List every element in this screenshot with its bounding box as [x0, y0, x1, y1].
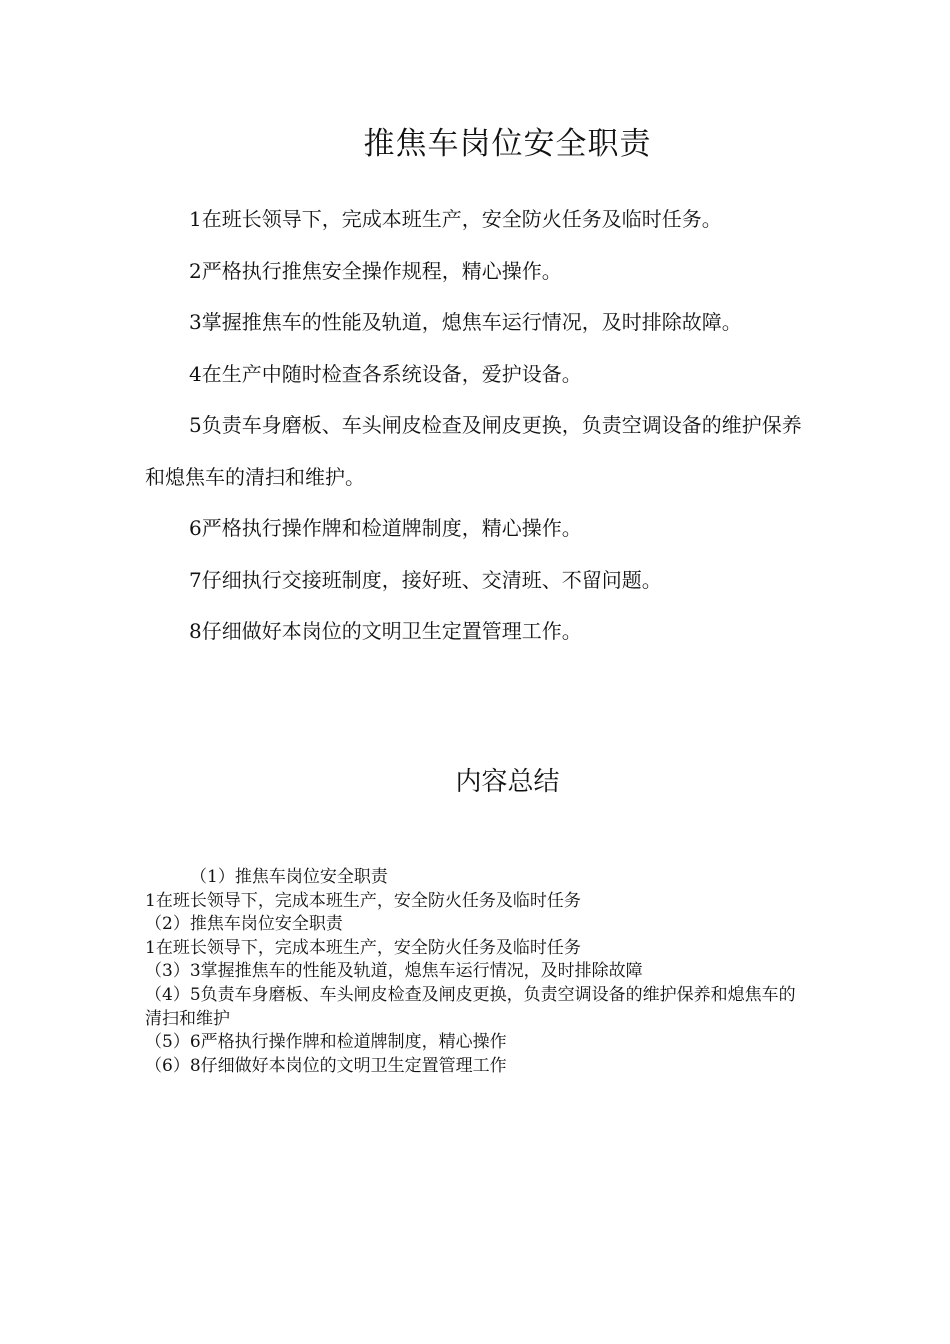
duty-item-7: 7仔细执行交接班制度，接好班、交清班、不留问题。 — [189, 567, 662, 592]
summary-line: （2）推焦车岗位安全职责 — [145, 914, 343, 935]
duty-item-8: 8仔细做好本岗位的文明卫生定置管理工作。 — [189, 619, 582, 643]
summary-title: 内容总结 — [455, 767, 560, 797]
duty-item-6: 6严格执行操作牌和检道牌制度，精心操作。 — [189, 516, 582, 540]
summary-line: 1在班长领导下，完成本班生产，安全防火任务及临时任务 — [145, 890, 581, 911]
duty-item-2: 2严格执行推焦安全操作规程，精心操作。 — [189, 258, 562, 283]
summary-line: （4）5负责车身磨板、车头闸皮检查及闸皮更换，负责空调设备的维护保养和熄焦车的清扫和维护 — [145, 984, 796, 1029]
summary-line: 1在班长领导下，完成本班生产，安全防火任务及临时任务 — [145, 937, 581, 958]
summary-line: （6）8仔细做好本岗位的文明卫生定置管理工作 — [145, 1055, 507, 1076]
summary-line: （5）6严格执行操作牌和检道牌制度，精心操作 — [145, 1032, 507, 1053]
duty-item-4: 4在生产中随时检查各系统设备，爱护设备。 — [189, 361, 582, 386]
duty-item-1: 1在班长领导下，完成本班生产，安全防火任务及临时任务。 — [189, 207, 722, 231]
duty-item-3: 3掌握推焦车的性能及轨道，熄焦车运行情况，及时排除故障。 — [189, 310, 742, 334]
duty-item-5: 5负责车身磨板、车头闸皮检查及闸皮更换，负责空调设备的维护保养和熄焦车的清扫和维护。 — [145, 413, 802, 489]
document-body — [145, 194, 805, 658]
summary-line: （3）3掌握推焦车的性能及轨道，熄焦车运行情况，及时排除故障 — [145, 961, 643, 982]
summary-section — [145, 866, 805, 1078]
document-title: 推焦车岗位安全职责 — [363, 126, 652, 162]
summary-line: （1）推焦车岗位安全职责 — [190, 867, 388, 887]
